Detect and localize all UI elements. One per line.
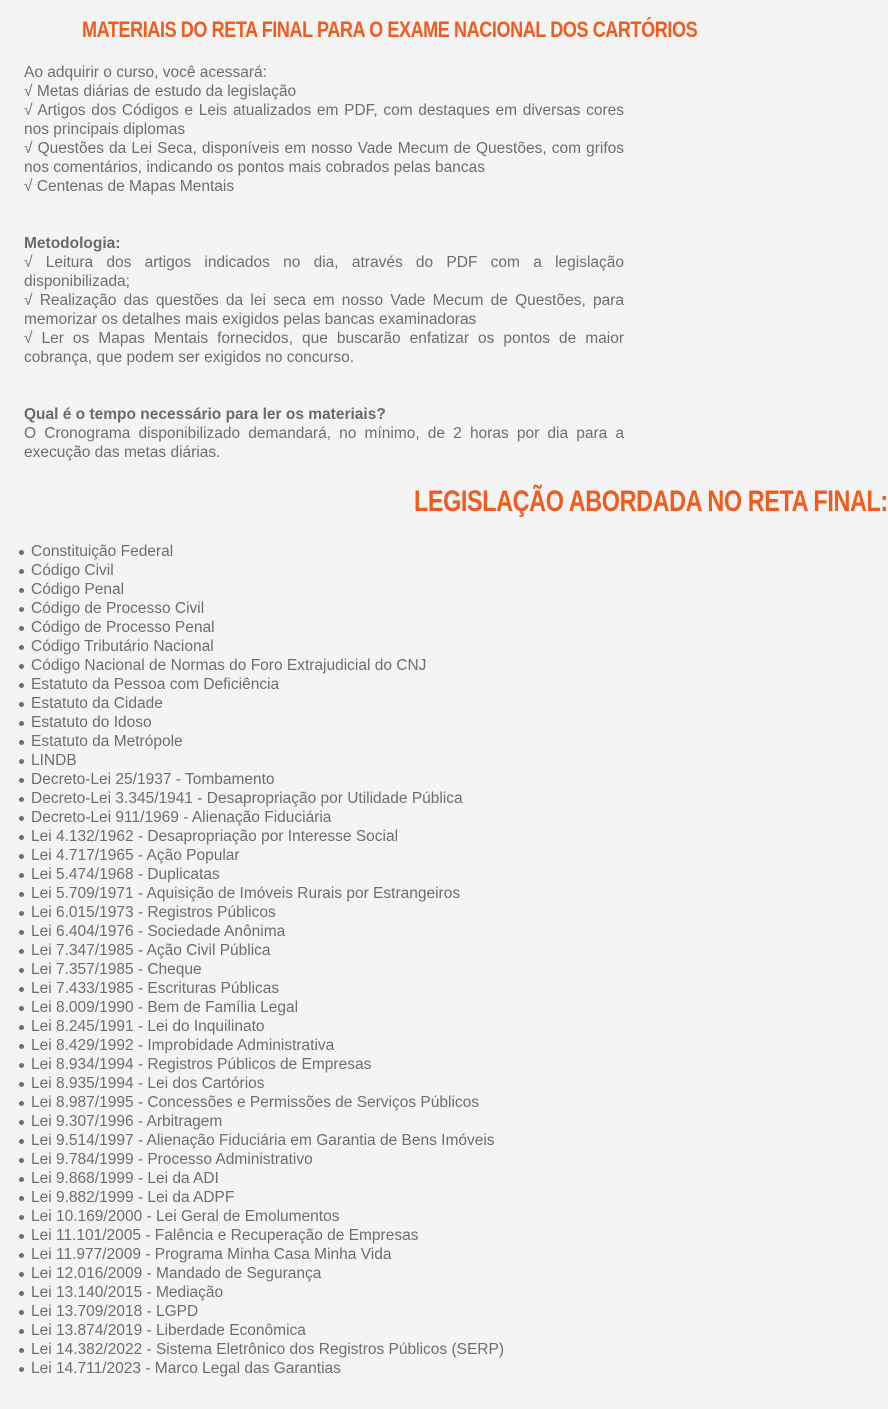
legislation-item: Lei 9.868/1999 - Lei da ADI [18,1169,504,1188]
access-intro: Ao adquirir o curso, você acessará: [24,64,267,81]
legislation-item: Lei 8.935/1994 - Lei dos Cartórios [18,1074,504,1093]
legislation-item: Lei 5.474/1968 - Duplicatas [18,865,504,884]
legislation-item: Estatuto da Metrópole [18,732,504,751]
legislation-item: Lei 8.245/1991 - Lei do Inquilinato [18,1017,504,1036]
legislation-item: Código de Processo Penal [18,618,504,637]
legislation-item: Lei 9.307/1996 - Arbitragem [18,1112,504,1131]
legislation-item: Decreto-Lei 25/1937 - Tombamento [18,770,504,789]
access-item: √ Questões da Lei Seca, disponíveis em nosso Vade Mecum de Questões, com grifos nos comentários, indicando os pontos mais cobrados pelas bancas [24,140,624,176]
legislation-item: Código Nacional de Normas do Foro Extrajudicial do CNJ [18,656,504,675]
legislation-item: Lei 14.711/2023 - Marco Legal das Garantias [18,1359,504,1378]
time-question: Qual é o tempo necessário para ler os materiais? [24,406,386,423]
course-description [24,63,624,462]
legislation-item: Lei 10.169/2000 - Lei Geral de Emolumentos [18,1207,504,1226]
methodology-title: Metodologia: [24,235,121,252]
legislation-item: Lei 9.514/1997 - Alienação Fiduciária em Garantia de Bens Imóveis [18,1131,504,1150]
legislation-item: Lei 6.404/1976 - Sociedade Anônima [18,922,504,941]
legislation-item: Lei 8.987/1995 - Concessões e Permissões de Serviços Públicos [18,1093,504,1112]
page-title: MATERIAIS DO RETA FINAL PARA O EXAME NACIONAL DOS CARTÓRIOS [82,17,698,42]
legislation-item: Decreto-Lei 3.345/1941 - Desapropriação por Utilidade Pública [18,789,504,808]
access-item: √ Metas diárias de estudo da legislação [24,83,297,100]
legislation-title: LEGISLAÇÃO ABORDADA NO RETA FINAL: [414,485,888,518]
legislation-item: Lei 9.784/1999 - Processo Administrativo [18,1150,504,1169]
legislation-item: LINDB [18,751,504,770]
methodology-item: √ Leitura dos artigos indicados no dia, através do PDF com a legislação disponibilizada; [24,254,624,290]
legislation-item: Código Tributário Nacional [18,637,504,656]
legislation-item: Lei 13.140/2015 - Mediação [18,1283,504,1302]
time-answer: O Cronograma disponibilizado demandará, no mínimo, de 2 horas por dia para a execução das metas diárias. [24,425,624,461]
legislation-item: Lei 8.009/1990 - Bem de Família Legal [18,998,504,1017]
access-item: √ Artigos dos Códigos e Leis atualizados em PDF, com destaques em diversas cores nos principais diplomas [24,102,624,138]
legislation-item: Lei 11.977/2009 - Programa Minha Casa Minha Vida [18,1245,504,1264]
access-section [24,63,624,196]
legislation-item: Lei 7.357/1985 - Cheque [18,960,504,979]
legislation-item: Lei 7.347/1985 - Ação Civil Pública [18,941,504,960]
methodology-item: √ Ler os Mapas Mentais fornecidos, que buscarão enfatizar os pontos de maior cobrança, que podem ser exigidos no concurso. [24,330,624,366]
legislation-item: Lei 13.709/2018 - LGPD [18,1302,504,1321]
legislation-item: Lei 7.433/1985 - Escrituras Públicas [18,979,504,998]
legislation-item: Código Penal [18,580,504,599]
legislation-item: Lei 13.874/2019 - Liberdade Econômica [18,1321,504,1340]
legislation-item: Código de Processo Civil [18,599,504,618]
methodology-section [24,234,624,367]
legislation-item: Estatuto da Pessoa com Deficiência [18,675,504,694]
legislation-item: Código Civil [18,561,504,580]
legislation-item: Lei 8.429/1992 - Improbidade Administrativa [18,1036,504,1055]
access-item: √ Centenas de Mapas Mentais [24,178,235,195]
legislation-item: Lei 8.934/1994 - Registros Públicos de Empresas [18,1055,504,1074]
legislation-item: Lei 4.132/1962 - Desapropriação por Interesse Social [18,827,504,846]
legislation-item: Lei 4.717/1965 - Ação Popular [18,846,504,865]
legislation-item: Estatuto da Cidade [18,694,504,713]
methodology-item: √ Realização das questões da lei seca em nosso Vade Mecum de Questões, para memorizar os detalhes mais exigidos pelas bancas examinadoras [24,292,624,328]
legislation-item: Lei 14.382/2022 - Sistema Eletrônico dos Registros Públicos (SERP) [18,1340,504,1359]
legislation-item: Lei 6.015/1973 - Registros Públicos [18,903,504,922]
legislation-item: Constituição Federal [18,542,504,561]
legislation-item: Decreto-Lei 911/1969 - Alienação Fiduciária [18,808,504,827]
legislation-item: Estatuto do Idoso [18,713,504,732]
legislation-item: Lei 9.882/1999 - Lei da ADPF [18,1188,504,1207]
legislation-item: Lei 5.709/1971 - Aquisição de Imóveis Rurais por Estrangeiros [18,884,504,903]
legislation-item: Lei 12.016/2009 - Mandado de Segurança [18,1264,504,1283]
time-section [24,405,624,462]
legislation-item: Lei 11.101/2005 - Falência e Recuperação de Empresas [18,1226,504,1245]
legislation-list [18,542,504,1378]
